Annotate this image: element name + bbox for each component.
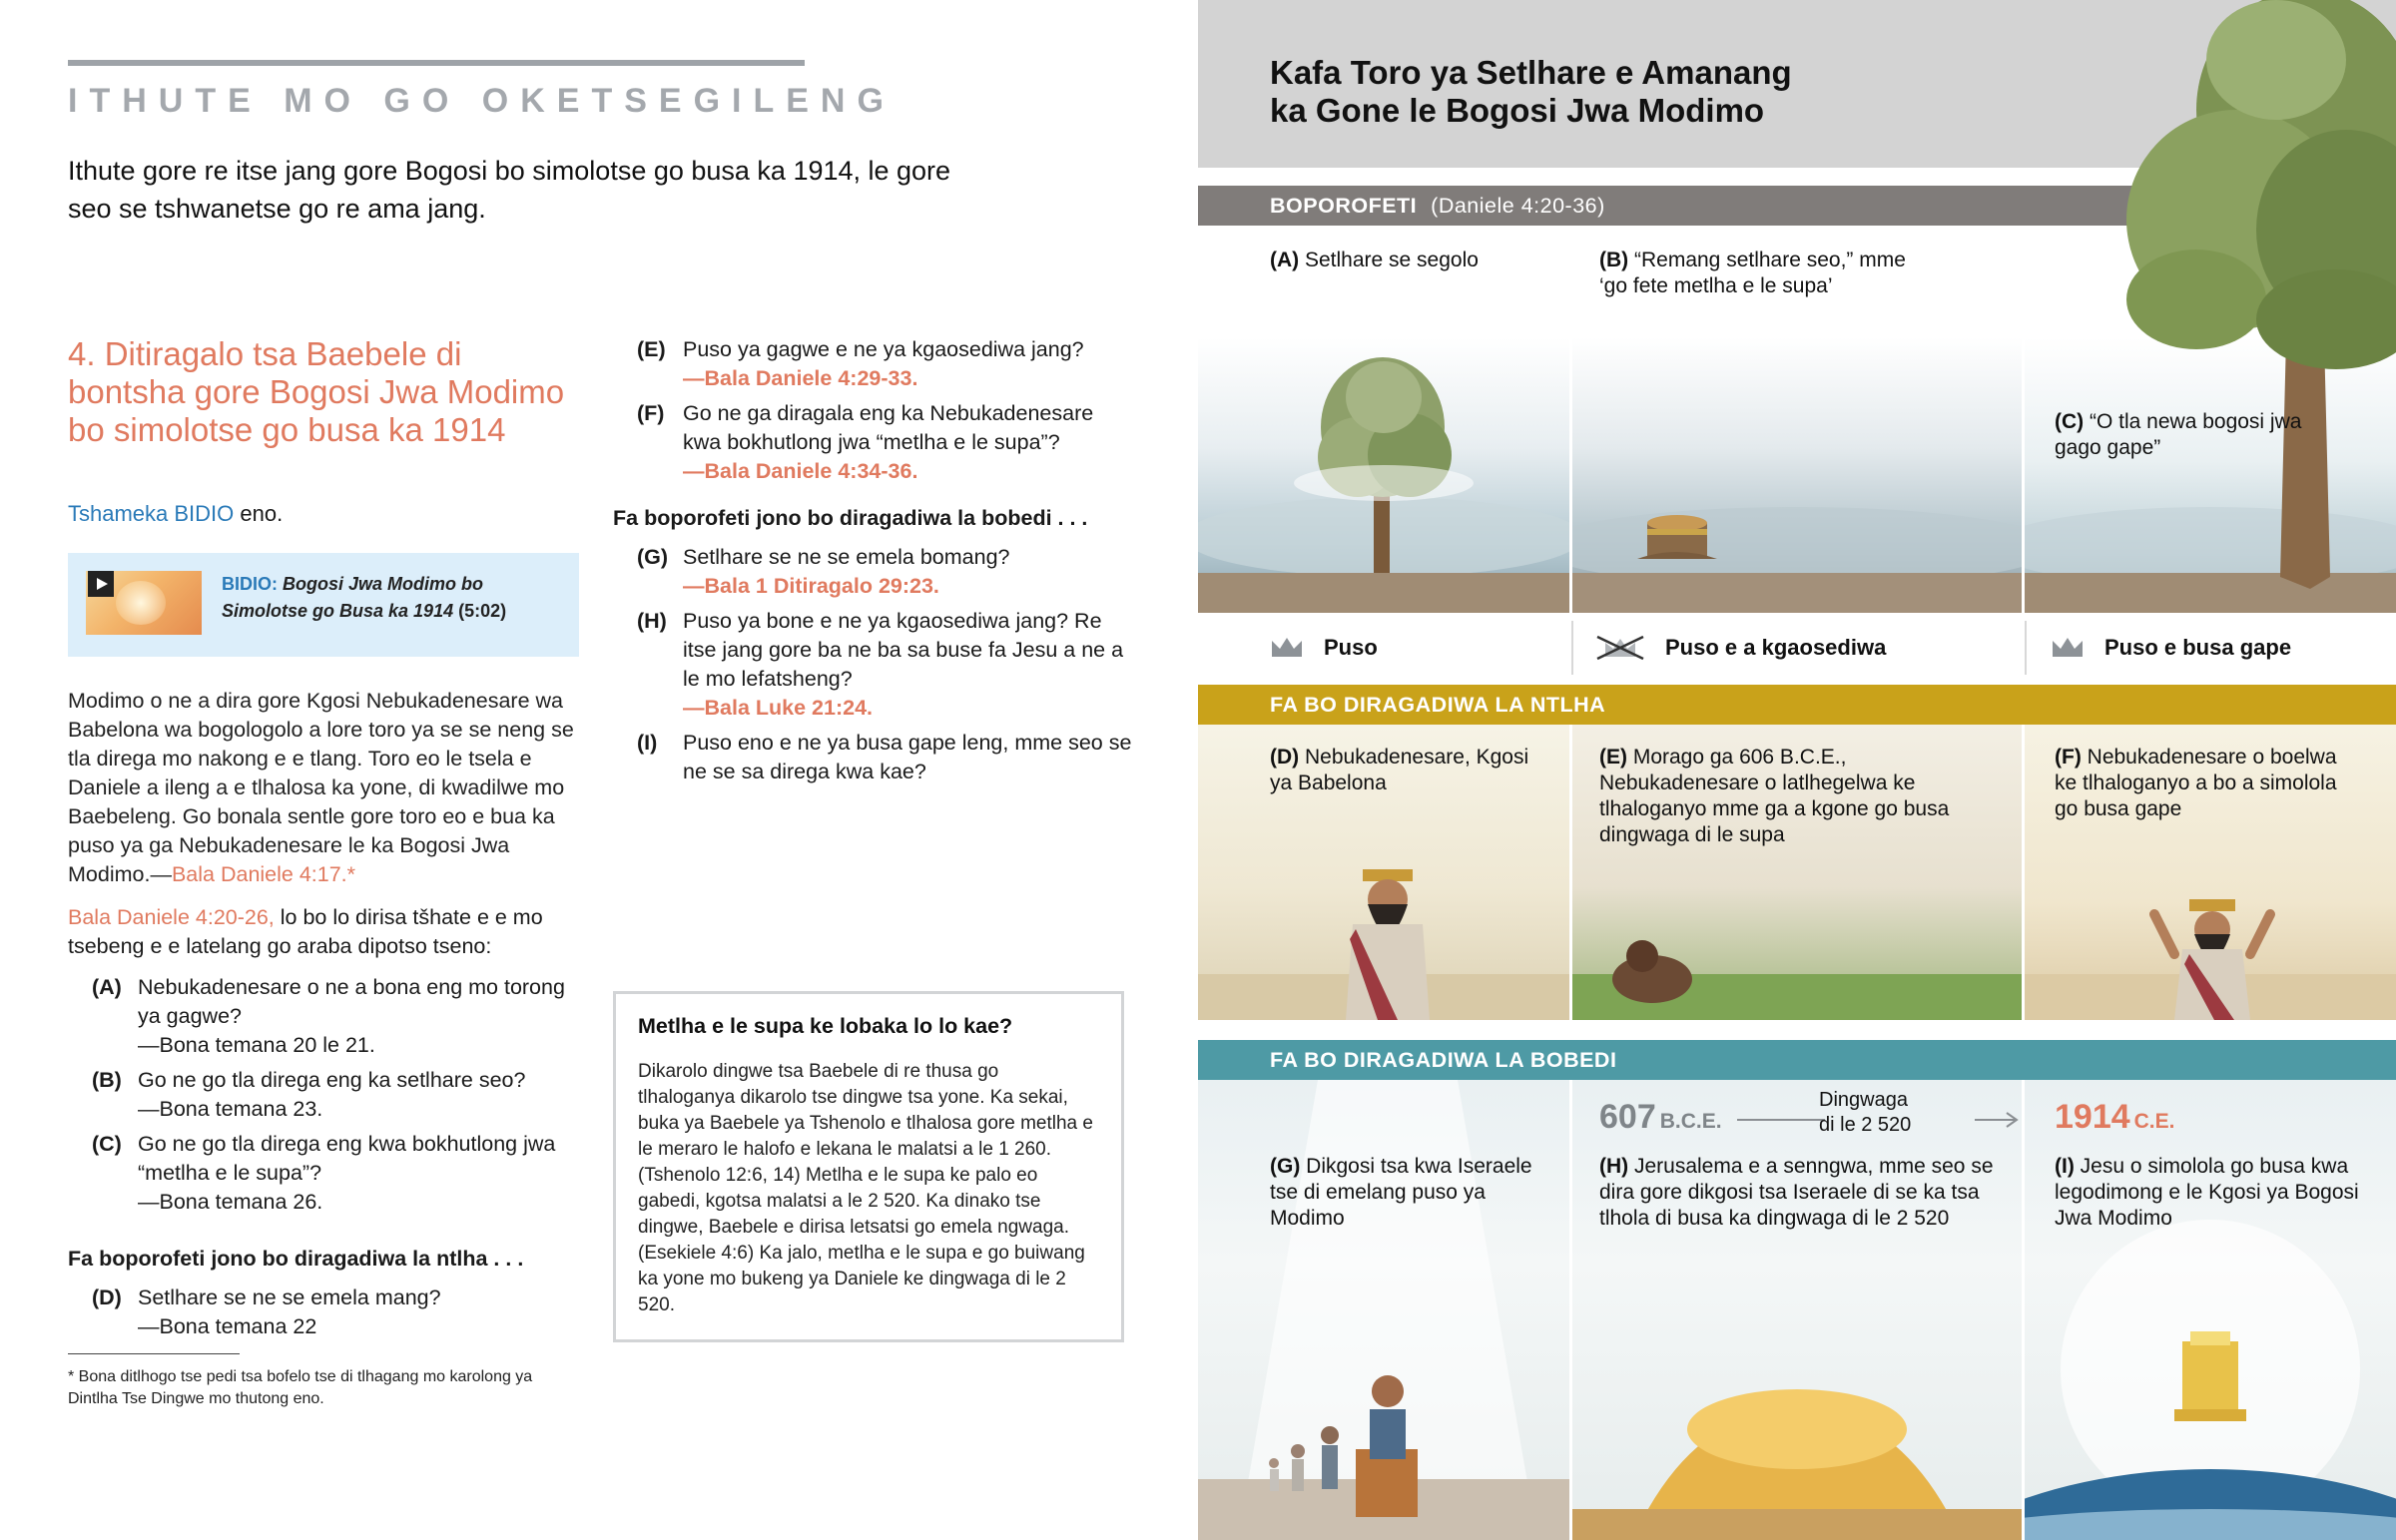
video-label: BIDIO: — [222, 574, 278, 594]
chart-title-line-1: Kafa Toro ya Setlhare e Amanang — [1270, 54, 1792, 91]
question-text: Go ne go tla direga eng ka setlhare seo? — [138, 1068, 526, 1092]
video-duration: (5:02) — [453, 601, 507, 621]
question-scripture-link[interactable]: —Bala Daniele 4:34-36. — [683, 459, 918, 483]
question-scripture-link[interactable]: —Bala 1 Ditiragalo 29:23. — [683, 574, 939, 598]
second-fulfilment-band: FA BO DIRAGADIWA LA BOBEDI — [1198, 1040, 2396, 1080]
reign-label: Puso e a kgaosediwa — [1665, 635, 1887, 660]
panel-g — [1198, 1080, 1569, 1540]
panel-divider — [1569, 1080, 1572, 1540]
scene-large-tree — [1198, 337, 1569, 613]
question-key: (A) — [92, 975, 122, 999]
crossed-crown-icon — [1595, 635, 1645, 661]
lesson-title: 4. Ditiragalo tsa Baebele di bontsha gore Bogosi Jwa Modimo bo simolotse go busa ka 1914 — [68, 335, 565, 448]
question-scripture-link[interactable]: —Bala Luke 21:24. — [683, 696, 874, 720]
chart-title-line-2: ka Gone le Bogosi Jwa Modimo — [1270, 92, 1765, 129]
panel-divider — [2022, 1080, 2025, 1540]
question-text: Setlhare se ne se emela bomang? — [683, 545, 1010, 569]
question-key: (H) — [637, 609, 667, 633]
caption-text: “O tla newa bogosi jwa gago gape” — [2055, 410, 2302, 459]
question-key: (B) — [92, 1068, 122, 1092]
caption-key: (H) — [1599, 1155, 1629, 1178]
big-tree-canopy — [2106, 0, 2396, 399]
column-1 — [68, 335, 587, 1410]
body-paragraph — [68, 687, 587, 889]
large-tree-illustration — [1198, 337, 1569, 613]
read-scripture-link[interactable]: Bala Daniele 4:20-26, — [68, 905, 275, 929]
scripture-link[interactable]: Bala Daniele 4:17. — [171, 862, 347, 886]
question-e — [613, 335, 1132, 393]
question-text: Go ne go tla direga eng kwa bokhutlong jwa “metlha e le supa”? — [138, 1132, 556, 1185]
caption-text: Jesu o simolola go busa kwa legodimong e le Kgosi ya Bogosi Jwa Modimo — [2055, 1155, 2359, 1230]
span-label-line-1: Dingwaga — [1819, 1089, 1908, 1111]
question-key: (G) — [637, 545, 669, 569]
caption-a — [1270, 248, 1569, 273]
caption-key: (F) — [2055, 746, 2082, 769]
caption-key: (E) — [1599, 746, 1627, 769]
caption-key: (I) — [2055, 1155, 2075, 1178]
caption-key: (A) — [1270, 249, 1300, 271]
crown-icon — [1270, 635, 1304, 661]
caption-i — [2055, 1154, 2364, 1232]
question-ref: —Bona temana 23. — [138, 1097, 323, 1121]
second-fulfilment-heading: Fa boporofeti jono bo diragadiwa la bobedi . . . — [613, 506, 1088, 530]
caption-d — [1270, 745, 1549, 796]
caption-text: Nebukadenesare, Kgosi ya Babelona — [1270, 746, 1529, 794]
question-key: (E) — [637, 337, 666, 361]
question-ref: —Bona temana 26. — [138, 1190, 323, 1214]
question-key: (F) — [637, 401, 665, 425]
timeline-line — [1737, 1110, 1827, 1130]
question-a — [68, 973, 587, 1060]
first-fulfilment-heading: Fa boporofeti jono bo diragadiwa la ntlha . . . — [68, 1247, 524, 1271]
column-2 — [613, 335, 1132, 792]
chart-title — [1270, 54, 1792, 130]
caption-b — [1599, 248, 1929, 299]
question-text: Puso eno e ne ya busa gape leng, mme seo se ne se sa direga kwa kae? — [683, 731, 1132, 783]
caption-text: Morago ga 606 B.C.E., Nebukadenesare o latlhegelwa ke tlhaloganyo mme ga a kgone go busa dingwaga di le supa — [1599, 746, 1950, 846]
paragraph-text: Modimo o ne a dira gore Kgosi Nebukadenesare wa Babelona wa bogologolo a lore toro ya se se neng se tla direga mo nakong e e tlang. Toro eo le tsela e Daniele a ileng a e tlhalosa ka yone, di kwadilwe mo Baebeleng. Go bonala sentle gore toro eo e bua ka puso ya ga Nebukadenesare le ka Bogosi Jwa Modimo.— — [68, 689, 574, 886]
panel-divider — [1569, 725, 1572, 1020]
read-instruction-text: lo bo lo dirisa tšhate e e mo tsebeng e e latelang go araba dipotso tseno: — [68, 905, 543, 958]
crown-icon — [2051, 635, 2085, 661]
caption-key: (C) — [2055, 410, 2085, 433]
footnote-divider — [68, 1353, 240, 1354]
reign-restored — [2051, 635, 2291, 661]
question-list-abc — [68, 973, 587, 1217]
first-fulfilment-band: FA BO DIRAGADIWA LA NTLHA — [1198, 685, 2396, 725]
caption-c — [2055, 409, 2304, 461]
reign-interrupted — [1595, 635, 1886, 661]
footnote: * Bona ditlhogo tse pedi tsa bofelo tse di tlhagang mo karolong ya Dintlha Tse Dingwe mo thutong eno. — [68, 1368, 533, 1407]
year-era: B.C.E. — [1659, 1110, 1722, 1133]
play-icon[interactable] — [88, 571, 114, 597]
prophecy-band-ref: (Daniele 4:20-36) — [1431, 194, 1605, 218]
arrow-right-icon — [1975, 1110, 2021, 1130]
caption-key: (D) — [1270, 746, 1300, 769]
stump-illustration — [1572, 337, 2022, 613]
section-intro: Ithute gore re itse jang gore Bogosi bo simolotse go busa ka 1914, le gore seo se tshwanetse go re ama jang. — [68, 156, 951, 224]
question-scripture-link[interactable]: —Bala Daniele 4:29-33. — [683, 366, 918, 390]
read-instruction — [68, 903, 587, 961]
year-1914 — [2055, 1098, 2174, 1137]
question-key: (C) — [92, 1132, 122, 1156]
reign-label: Puso e busa gape — [2104, 635, 2292, 660]
video-prompt-rest: eno. — [234, 501, 284, 526]
info-box-title: Metlha e le supa ke lobaka lo lo kae? — [638, 1014, 1013, 1038]
year-number: 607 — [1599, 1098, 1656, 1136]
question-h — [613, 607, 1132, 723]
question-key: (I) — [637, 731, 658, 755]
reign-puso — [1270, 635, 1378, 661]
question-list-d — [68, 1283, 587, 1341]
info-box-text: Dikarolo dingwe tsa Baebele di re thusa go tlhaloganya dikarolo tse dingwe tsa yone. Ka sekai, buka ya Baebele ya Tshenolo e tlhalosa gore metlha e le meraro le halofo e lekana le malatsi a le 1 260. (Tshenolo 12:6, 14) Metlha e le supa ke palo eo gabedi, kgotsa malatsi a le 2 520. Ka dinako tse dingwe, Baebele e dirisa letsatsi go emela ngwaga. (Esekiele 4:6) Ka jalo, metlha e le supa e go buiwang ka yone mo bukeng ya Daniele ke dingwaga di le 2 520. — [638, 1061, 1093, 1315]
question-text: Go ne ga diragala eng ka Nebukadenesare kwa bokhutlong jwa “metlha e le supa”? — [683, 401, 1094, 454]
play-video-link[interactable]: Tshameka BIDIO — [68, 501, 235, 526]
span-label — [1819, 1088, 1959, 1138]
question-ref: —Bona temana 20 le 21. — [138, 1033, 375, 1057]
question-b — [68, 1066, 587, 1124]
caption-key: (G) — [1270, 1155, 1301, 1178]
heading-rule — [68, 60, 805, 66]
prophecy-band-label: BOPOROFETI — [1270, 194, 1418, 218]
video-title[interactable]: Bogosi Jwa Modimo bo Simolotse go Busa ka 1914 — [222, 574, 484, 621]
video-thumbnail-glow — [116, 581, 166, 625]
caption-text: Nebukadenesare o boelwa ke tlhaloganyo a bo a simolola go busa gape — [2055, 746, 2337, 820]
question-g — [613, 543, 1132, 601]
question-text: Puso ya bone e ne ya kgaosediwa jang? Re itse jang gore ba ne ba sa buse fa Jesu a ne a le mo lefatsheng? — [683, 609, 1124, 691]
question-text: Setlhare se ne se emela mang? — [138, 1285, 441, 1309]
panel-h — [1572, 1080, 2022, 1540]
video-text — [222, 571, 561, 625]
footnote-marker[interactable]: * — [346, 862, 356, 886]
caption-text: Dikgosi tsa kwa Iseraele tse di emelang puso ya Modimo — [1270, 1155, 1532, 1230]
section-heading: ITHUTE MO GO OKETSEGILENG — [68, 82, 896, 120]
year-607 — [1599, 1098, 1722, 1137]
caption-f — [2055, 745, 2354, 822]
question-key: (D) — [92, 1285, 122, 1309]
caption-g — [1270, 1154, 1549, 1232]
year-number: 1914 — [2055, 1098, 2130, 1136]
caption-text: Setlhare se segolo — [1299, 249, 1479, 271]
video-card[interactable] — [68, 553, 579, 657]
reign-row — [1198, 621, 2396, 685]
jerusalem-destroyed-illustration — [1572, 1080, 2022, 1540]
video-prompt — [68, 501, 587, 527]
reign-divider — [1571, 621, 1573, 675]
question-f — [613, 399, 1132, 486]
question-d — [68, 1283, 587, 1341]
question-ref: —Bona temana 22 — [138, 1314, 317, 1338]
question-text: Nebukadenesare o ne a bona eng mo torong ya gagwe? — [138, 975, 565, 1028]
caption-key: (B) — [1599, 249, 1629, 271]
reign-label: Puso — [1324, 635, 1378, 660]
year-era: C.E. — [2133, 1110, 2175, 1133]
caption-text: Jerusalema e a senngwa, mme seo se dira gore dikgosi tsa Iseraele di se ka tsa tlhola di busa ka dingwaga di le 2 520 — [1599, 1155, 1994, 1230]
scene-stump — [1572, 337, 2022, 613]
caption-text: “Remang setlhare seo,” mme ‘go fete metlha e le supa’ — [1599, 249, 1906, 297]
span-label-line-2: di le 2 520 — [1819, 1114, 1912, 1136]
caption-e — [1599, 745, 2009, 848]
panel-i — [2025, 1080, 2396, 1540]
info-box — [613, 991, 1124, 1342]
question-i — [613, 729, 1132, 786]
caption-h — [1599, 1154, 1999, 1232]
panel-divider — [2022, 725, 2025, 1020]
question-text: Puso ya gagwe e ne ya kgaosediwa jang? — [683, 337, 1084, 361]
right-page — [1198, 0, 2396, 1540]
question-c — [68, 1130, 587, 1217]
heavenly-throne-illustration — [2025, 1080, 2396, 1540]
reign-divider — [2025, 621, 2027, 675]
kings-of-israel-illustration — [1198, 1080, 1569, 1540]
